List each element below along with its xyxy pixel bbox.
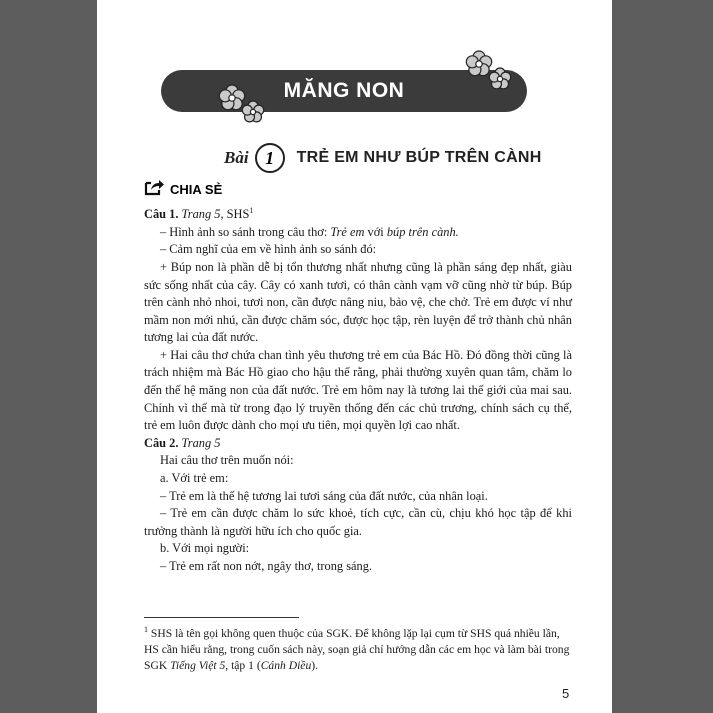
q1-paragraph-1: + Búp non là phần dễ bị tổn thương nhất nhưng cũng là phần sáng đẹp nhất, giàu sức sống nhất của cây. Cây có xanh tươi, có thân cành vạm vỡ cũng nhờ từ búp. Búp trên cành nhỏ nhoi, tươi non, cần được nâng niu, bảo vệ, che chở. Trẻ em được ví như mầm non mới nhú, cần được chăm sóc, được học tập, rèn luyện để trở thành chủ nhân tương lai của đất nước. — [144, 259, 572, 345]
lesson-title: TRẺ EM NHƯ BÚP TRÊN CÀNH — [296, 149, 542, 166]
question-1-ref-tail: SHS — [223, 207, 250, 222]
flower-decoration-right — [457, 48, 517, 96]
footnote-marker: 1 — [249, 206, 254, 215]
q2-line-3: – Trẻ em là thế hệ tương lai tươi sáng của đất nước, của nhân loại. — [160, 488, 488, 503]
footnote-publisher: Cánh Diều — [260, 658, 312, 672]
q1-line-1 — [144, 224, 572, 242]
section-label: CHIA SẺ — [170, 182, 223, 197]
footnote-text-b: , tập 1 ( — [225, 658, 261, 672]
footnote-text: SHS là tên gọi không quen thuộc của SGK. Để không lặp lại cụm từ SHS quá nhiều lần, HS cần hiểu rằng, trong cuốn sách này, soạn giả chỉ hướng dẫn các em học và làm bài trong SGK — [144, 626, 570, 672]
q1-paragraph-2: + Hai câu thơ chứa chan tình yêu thương trẻ em của Bác Hồ. Đó đồng thời cũng là trách nhiệm mà Bác Hồ giao cho hậu thế rằng, phải thường xuyên quan tâm, chăm lo đến thế hệ măng non của đất nước. Trẻ em hôm nay là tương lai thế giới của mai sau. Chính vì thế mà từ trong đạo lý truyền thống đến các chủ trương, chính sách cụ thể, trẻ em luôn được dành cho mọi ưu tiên, mọi quyền lợi cao nhất. — [144, 347, 572, 433]
section-heading — [144, 176, 222, 197]
lesson-heading — [224, 142, 542, 174]
q1-line-1-italic-a: Trẻ em — [330, 224, 365, 239]
question-2-ref: Trang 5 — [181, 435, 221, 450]
question-1-ref: Trang 5, — [181, 207, 224, 222]
flower-decoration-left — [210, 82, 268, 128]
share-icon — [144, 178, 164, 196]
footnote-number: 1 — [144, 625, 148, 634]
footnote-divider — [144, 617, 299, 618]
lesson-prefix: Bài — [224, 148, 249, 167]
question-2-label: Câu 2. — [144, 435, 179, 450]
footnote-book-title: Tiếng Việt 5 — [170, 658, 226, 672]
footnote-text-end: ). — [311, 658, 319, 672]
right-margin — [612, 0, 713, 713]
question-1-heading — [144, 202, 572, 224]
q1-line-1-text-b: với — [364, 224, 387, 239]
question-2-heading — [144, 435, 572, 453]
q1-line-1-text: – Hình ảnh so sánh trong câu thơ: — [160, 224, 331, 239]
footnote — [144, 622, 572, 674]
lesson-number: 1 — [255, 143, 285, 173]
q2-line-4: – Trẻ em cần được chăm lo sức khoẻ, tích cực, cần cù, chịu khó học tập để khi trưởng thành là người hữu ích cho quốc gia. — [144, 506, 572, 538]
left-margin — [0, 0, 97, 713]
chapter-title: MĂNG NON — [283, 79, 405, 102]
q2-line-2: a. Với trẻ em: — [160, 471, 229, 486]
main-content — [144, 202, 572, 576]
q1-line-1-italic-b: búp trên cành. — [386, 224, 459, 239]
q2-line-5: b. Với mọi người: — [160, 541, 250, 556]
q2-line-1: Hai câu thơ trên muốn nói: — [160, 453, 294, 468]
q1-line-2: – Cảm nghĩ của em về hình ảnh so sánh đó: — [160, 242, 377, 257]
question-1-label: Câu 1. — [144, 207, 179, 222]
page-number: 5 — [562, 686, 570, 701]
q2-line-6: – Trẻ em rất non nớt, ngây thơ, trong sáng. — [160, 559, 373, 573]
